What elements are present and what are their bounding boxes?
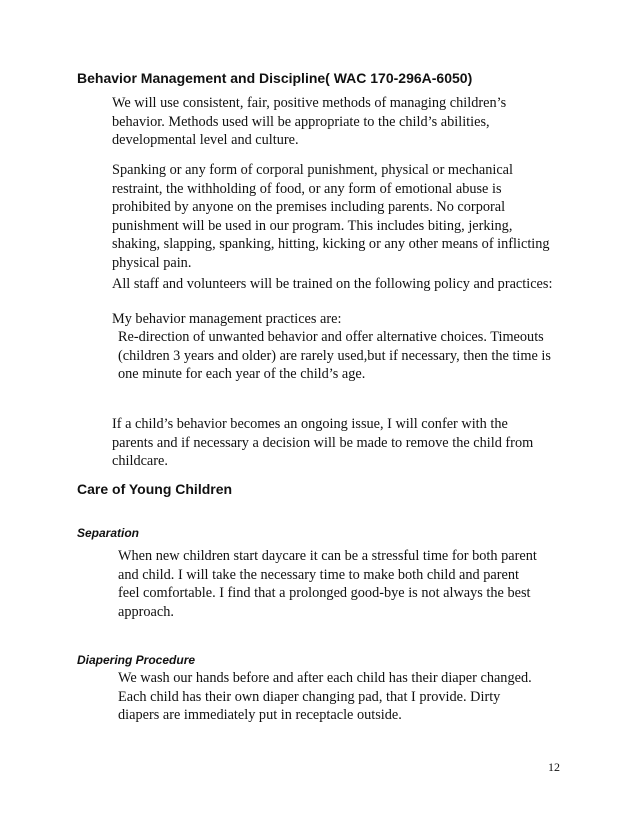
paragraph-ongoing-issue — [112, 415, 533, 471]
text-line: We wash our hands before and after each child has their diaper changed. — [118, 670, 532, 686]
text-line: parents and if necessary a decision will be made to remove the child from — [112, 434, 534, 451]
text-line: childcare. — [112, 453, 168, 470]
text-line: and child. I will take the necessary time to make both child and parent — [118, 566, 519, 583]
text-line: punishment will be used in our program. This includes biting, jerking, — [112, 217, 513, 234]
text-line: diapers are immediately put in receptacle outside. — [118, 707, 402, 724]
text-line: developmental level and culture. — [112, 132, 299, 149]
paragraph-staff-training — [112, 275, 552, 294]
subheading-diapering-procedure: Diapering Procedure — [77, 653, 196, 667]
text-line: physical pain. — [112, 254, 192, 271]
paragraph-methods — [112, 94, 506, 150]
text-line: (children 3 years and older) are rarely used,but if necessary, then the time is — [118, 347, 551, 364]
text-line: We will use consistent, fair, positive methods of managing children’s — [112, 95, 507, 111]
text-line: If a child’s behavior becomes an ongoing issue, I will confer with the — [112, 416, 508, 432]
paragraph-practices-intro — [112, 310, 341, 329]
subheading-separation: Separation — [77, 526, 140, 540]
text-line: feel comfortable. I find that a prolonged good-bye is not always the best — [118, 585, 531, 602]
text-line: shaking, slapping, spanking, hitting, kicking or any other means of inflicting — [112, 236, 550, 253]
text-line: approach. — [118, 603, 174, 620]
paragraph-diapering — [118, 669, 532, 725]
heading-behavior-management: Behavior Management and Discipline( WAC 170-296A-6050) — [77, 70, 473, 86]
text-line: behavior. Methods used will be appropriate to the child’s abilities, — [112, 113, 490, 130]
paragraph-separation — [118, 547, 537, 621]
text-line: Re-direction of unwanted behavior and offer alternative choices. Timeouts — [118, 329, 544, 345]
text-line: prohibited by anyone on the premises including parents. No corporal — [112, 199, 506, 216]
text-line: restraint, the withholding of food, or any form of emotional abuse is — [112, 180, 502, 197]
text-line: All staff and volunteers will be trained on the following policy and practices: — [112, 276, 553, 292]
paragraph-practices — [118, 328, 551, 384]
text-line: one minute for each year of the child’s age. — [118, 366, 366, 383]
text-line: When new children start daycare it can be a stressful time for both parent — [118, 548, 537, 564]
paragraph-corporal-punishment — [112, 161, 550, 273]
text-line: My behavior management practices are: — [112, 311, 342, 327]
page-number: 12 — [548, 760, 560, 774]
text-line: Spanking or any form of corporal punishment, physical or mechanical — [112, 162, 513, 178]
text-line: Each child has their own diaper changing pad, that I provide. Dirty — [118, 688, 501, 705]
heading-care-of-young-children: Care of Young Children — [77, 481, 233, 497]
